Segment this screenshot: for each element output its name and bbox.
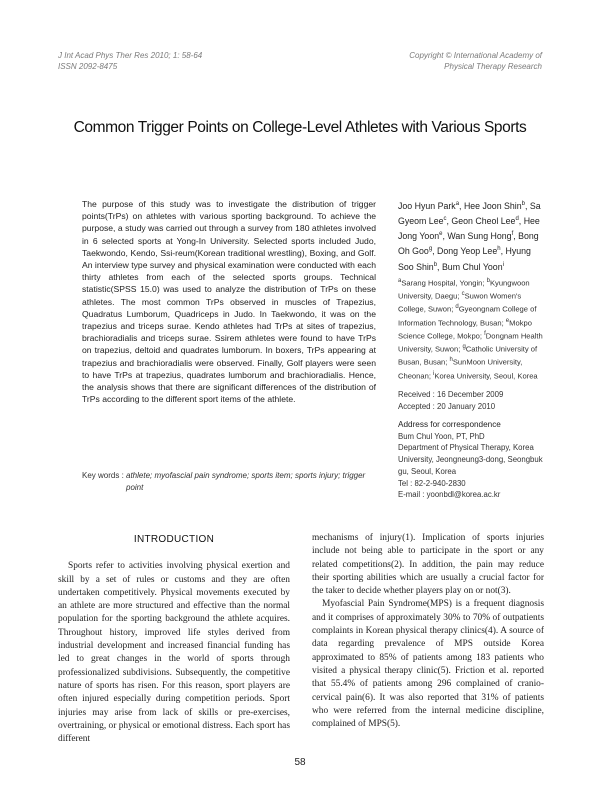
copyright-line-1: Copyright © International Academy of [409, 51, 542, 60]
correspondence-tel: Tel : 82-2-940-2830 [398, 478, 466, 488]
affiliation-superscript: a [398, 278, 402, 284]
affiliation-text: Gyeongnam College of Information Technology, Busan; [398, 305, 537, 328]
author-name: Joo Hyun Park [398, 200, 456, 211]
author-name: Hee Jong Yoon [398, 216, 540, 242]
correspondence-title: Address for correspondence [398, 420, 501, 429]
affiliation-text: SunMoon University, Cheonan; [398, 357, 523, 381]
journal-citation [58, 50, 202, 72]
affiliation-superscript: g [462, 344, 466, 351]
correspondence-email: E-mail : yoonbdl@korea.ac.kr [398, 490, 501, 500]
paper-title: Common Trigger Points on College-Level Athletes with Various Sports [73, 119, 527, 136]
received-date: Received : 16 December 2009 [398, 390, 504, 399]
author-name: Wan Sung Hong [447, 231, 512, 242]
author-superscript: a [455, 201, 460, 207]
affiliation-superscript: h [449, 357, 453, 364]
affiliation-superscript: d [455, 304, 459, 311]
author-superscript: d [515, 216, 519, 223]
affiliation-superscript: c [461, 291, 465, 298]
section-heading-introduction: INTRODUCTION [133, 534, 215, 545]
author-superscript: h [497, 246, 501, 253]
affiliation-superscript: i [433, 370, 435, 377]
intro-paragraph-continued: mechanisms of injury(1). Implication of sports injuries include not being able to participate in the sport or any related competitions(2). In addition, the pain may reduce their sporting abilities which are usually a crucial factor for the taker to decide whether players play on or not(3). [312, 533, 544, 597]
body-column-right [312, 532, 544, 731]
author-superscript: b [521, 201, 525, 207]
author-superscript: e [439, 231, 443, 238]
copyright-notice [409, 50, 542, 72]
affiliation-superscript: f [484, 330, 486, 337]
author-superscript: f [511, 231, 514, 238]
author-name: Bong Oh Goo [398, 231, 539, 257]
author-list: Joo Hyun Park$^a$, Hee Joon Shin$^b$, Sa Gyeom Lee$^c$, Geon Cheol Lee$^d$, Hee Jong Yoon$^e$, Wan Sung Hong$^f$, Bong Oh Goo$^g$, Dong Yeop Lee$^h$, Hyung Soo Shin$^b$, Bum Chul Yoon$^i$ [398, 200, 541, 272]
author-superscript: b [433, 261, 438, 268]
intro-paragraph-mps: Myofascial Pain Syndrome(MPS) is a frequent diagnosis and it comprises of approximately 30% to 70% of outpatients complaints in Korean physical therapy clinics(4). A source of data regarding prevalence of MPS outside Korea approximated to 85% of patients among 183 patients who visited a physical therapy clinic(5). Friction et al. reported that 55.4% of patients among 296 complained of cranio-cervical pain(6). It was also reported that 31% of patients who were referred from the internal medicine discipline, complained of MPS(5). [312, 599, 544, 730]
affiliation-text: Suwon Women's College, Suwon; [398, 291, 522, 314]
affiliations [398, 276, 546, 382]
intro-paragraph-1: Sports refer to activities involving physical exertion and skill by a set of rules or customs and they are often undertaken competitively. Physical movements executed by an athlete are more structured and effective than the normal population for the sporting background the athlete acquires. Throughout history, improved life styles derived from industrial development and increased financial funding has led to great changes in the world of sports through professionalized subdivisions. Subsequently, the competitive nature of sports has risen. For this reason, sport players are often injured especially during competition periods. Sport injuries may arise from lack of skills or pre-exercises, overtraining, or physical or emotional distress. Each sport has different [58, 561, 290, 745]
affiliation-superscript: e [505, 317, 510, 324]
author-name: Geon Cheol Lee [451, 216, 516, 227]
affiliation-superscript: b [486, 278, 490, 284]
accepted-date: Accepted : 20 January 2010 [398, 401, 496, 411]
affiliation-text: Mokpo Science College, Mokpo; [398, 318, 532, 341]
affiliation-text: Dongnam Health University, Suwon; [398, 331, 543, 354]
manuscript-dates [398, 389, 548, 413]
author-name: Dong Yeop Lee [437, 246, 498, 257]
correspondence [398, 419, 546, 501]
affiliation-text: Catholic University of Busan, Busan; [398, 344, 538, 367]
affiliation-text: Kyungwoon University, Daegu; [398, 278, 530, 301]
correspondence-address: Department of Physical Therapy, Korea University, Jeongneung3-dong, Seongbuk gu, Seoul, Korea [398, 443, 543, 476]
author-name: Sa Gyeom Lee [398, 200, 541, 227]
issn-line: ISSN 2092-8475 [58, 62, 118, 71]
affiliation-text: Sarang Hospital, Yongin; [401, 278, 487, 288]
copyright-line-2: Physical Therapy Research [444, 62, 542, 71]
author-name: Hee Joon Shin [463, 200, 522, 211]
page-number: 58 [294, 757, 306, 768]
affiliation-text: Korea University, Seoul, Korea [434, 371, 538, 381]
abstract: The purpose of this study was to investigate the distribution of trigger points(TrPs) on athletes with various sporting background. To achieve the purpose, a study was carried out through a survey from 180 athletes involved in 6 selected sports at Yong-In University. Selected sports included Judo, Taekwondo, Kendo, Ssi-reum(Korean traditional wrestling), Boxing, and Golf. An interview type survey and physical examination were conducted with each thirty athletes from each of the selected sports groups. Technical statistic(SPSS 15.0) was used to analyze the distribution of TrPs on these athletes. The most common TrPs observed in muscles of Trapezius, Quadratus Lumborum, Quadriceps in Judo. In Taekwondo, it was on the trapezius and triceps surae. Kendo athletes had TrPs at sites of trapezius, brachioradialis and triceps surae. Ssirem athletes were found to have TrPs on trapezius, deltoid and quadrates lumborum. In boxers, TrPs appearing at trapezius and brachioradialis were observed. Finally, Golf players were seen to have TrPs at trapezius, quadrates lumborum and brachioradialis. Hence, the analysis shows that there are significant differences of the distribution of TrPs according to the different sport items of the athlete. [82, 199, 376, 405]
author-superscript: g [428, 246, 433, 253]
author-name: Hyung Soo Shin [398, 246, 531, 272]
author-superscript: c [443, 216, 447, 223]
journal-line-1: J Int Acad Phys Ther Res 2010; 1: 58-64 [58, 51, 203, 60]
keywords-label: Key words : [82, 471, 124, 480]
author-superscript: i [502, 261, 504, 268]
body-column-left [58, 533, 290, 746]
keywords-text: athlete; myofascial pain syndrome; sports item; sports injury; trigger point [126, 471, 366, 492]
correspondence-name: Bum Chul Yoon, PT, PhD [398, 431, 485, 441]
author-name: Bum Chul Yoon [441, 261, 503, 272]
